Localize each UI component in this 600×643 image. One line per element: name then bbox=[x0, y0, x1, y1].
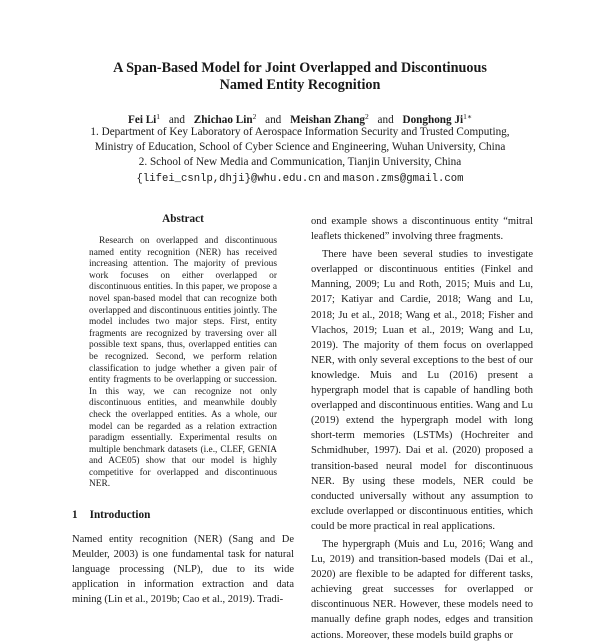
affiliation-line-2: Ministry of Education, School of Cyber Science and Engineering, Wuhan University, China bbox=[94, 141, 506, 154]
body-paragraph: ond example shows a discontinuous entity “mitral leaflets thickened” involving three fragments. bbox=[311, 216, 533, 243]
author-name: Zhichao Lin bbox=[193, 114, 253, 126]
author-name: Meishan Zhang bbox=[290, 114, 365, 126]
right-column bbox=[311, 214, 533, 643]
body-paragraph: The hypergraph (Muis and Lu, 2016; Wang and Lu, 2019) and transition-based models (Dai et al., 2020) are flexible to be adapted for different tasks, achieving great successes for overlapped or discontinuous NER. However, these models need to manually define graph nodes, edges and transition actions. Moreover, these models build graphs or bbox=[311, 538, 533, 641]
intro-paragraph: Named entity recognition (NER) (Sang and De Meulder, 2003) is one fundamental task for natural language processing (NLP), due to its wide application in information extraction and data mining (Lin et al., 2019b; Cao et al., 2019). Tradi- bbox=[72, 534, 294, 606]
email-address: {lifei_csnlp,dhji}@whu.edu.cn bbox=[136, 172, 321, 185]
email-line bbox=[40, 171, 560, 187]
title-line-2: Named Entity Recognition bbox=[219, 77, 381, 93]
author-separator: and bbox=[265, 114, 282, 126]
author-affil-mark: 2 bbox=[364, 112, 369, 121]
author-affil-mark: 2 bbox=[252, 112, 257, 121]
abstract-text: Research on overlapped and discontinuous named entity recognition (NER) has received increasing attention. The majority of previous work focuses on either overlapped or discontinuous entities. In this paper, we propose a novel span-based model that can recognize both overlapped and discontinuous entities jointly. The model includes two major steps. First, entity fragments are recognized by traversing over all possible text spans, thus, overlapped entities can be recognized. Second, we perform relation classification to judge whether a given pair of entity fragments to be overlapping or succession. In this way, we can recognize not only discontinuous entities, and meanwhile doubly check the overlapped entities. As a whole, our model can be regarded as a relation extraction paradigm essentially. Experimental results on multiple benchmark datasets (i.e., CLEF, GENIA and ACE05) show that our model is highly competitive for overlapped and discontinuous NER. bbox=[89, 236, 277, 490]
email-separator: and bbox=[323, 171, 340, 184]
body-paragraph: There have been several studies to investigate overlapped or discontinuous entities (Finkel and Manning, 2009; Lu and Roth, 2015; Muis and Lu, 2017; Katiyar and Cardie, 2018; Wang and Lu, 2018; Ju et al., 2018; Wang et al., 2018; Fisher and Vlachos, 2019; Luan et al., 2019; Wang and Lu, 2019). The majority of them focus on overlapped NER, with only several exceptions to the best of our knowledge. Muis and Lu (2016) present a hypergraph model that is capable of handling both overlapped and discontinuous entities. Wang and Lu (2019) extend the hypergraph model with long short-term memories (LSTMs) (Hochreiter and Schmidhuber, 1997). Dai et al. (2020) proposed a transition-based neural model for discontinuous NER. By using these models, NER could be conducted universally without any assumption to exclude overlapped or discontinuous entities, which could be more practical in real applications. bbox=[311, 249, 533, 532]
affiliation-line-1: 1. Department of Key Laboratory of Aerospace Information Security and Trusted Computing, bbox=[90, 126, 510, 138]
author-affil-mark: 1 bbox=[156, 112, 161, 121]
paper-title bbox=[60, 60, 540, 94]
email-address: mason.zms@gmail.com bbox=[342, 172, 464, 185]
author-affil-mark: 1∗ bbox=[463, 112, 472, 121]
author-separator: and bbox=[377, 114, 394, 126]
author-separator: and bbox=[168, 114, 185, 126]
section-number: 1 bbox=[72, 509, 78, 522]
author-name: Donghong Ji bbox=[402, 114, 464, 126]
abstract-heading: Abstract bbox=[162, 213, 204, 225]
author-name: Fei Li bbox=[128, 114, 157, 126]
section-title: Introduction bbox=[89, 509, 151, 522]
affiliations bbox=[40, 125, 560, 187]
section-heading bbox=[72, 508, 294, 522]
left-column bbox=[72, 212, 294, 608]
title-line-1: A Span-Based Model for Joint Overlapped and Discontinuous bbox=[113, 60, 487, 76]
affiliation-line-3: 2. School of New Media and Communication, Tianjin University, China bbox=[138, 156, 462, 169]
